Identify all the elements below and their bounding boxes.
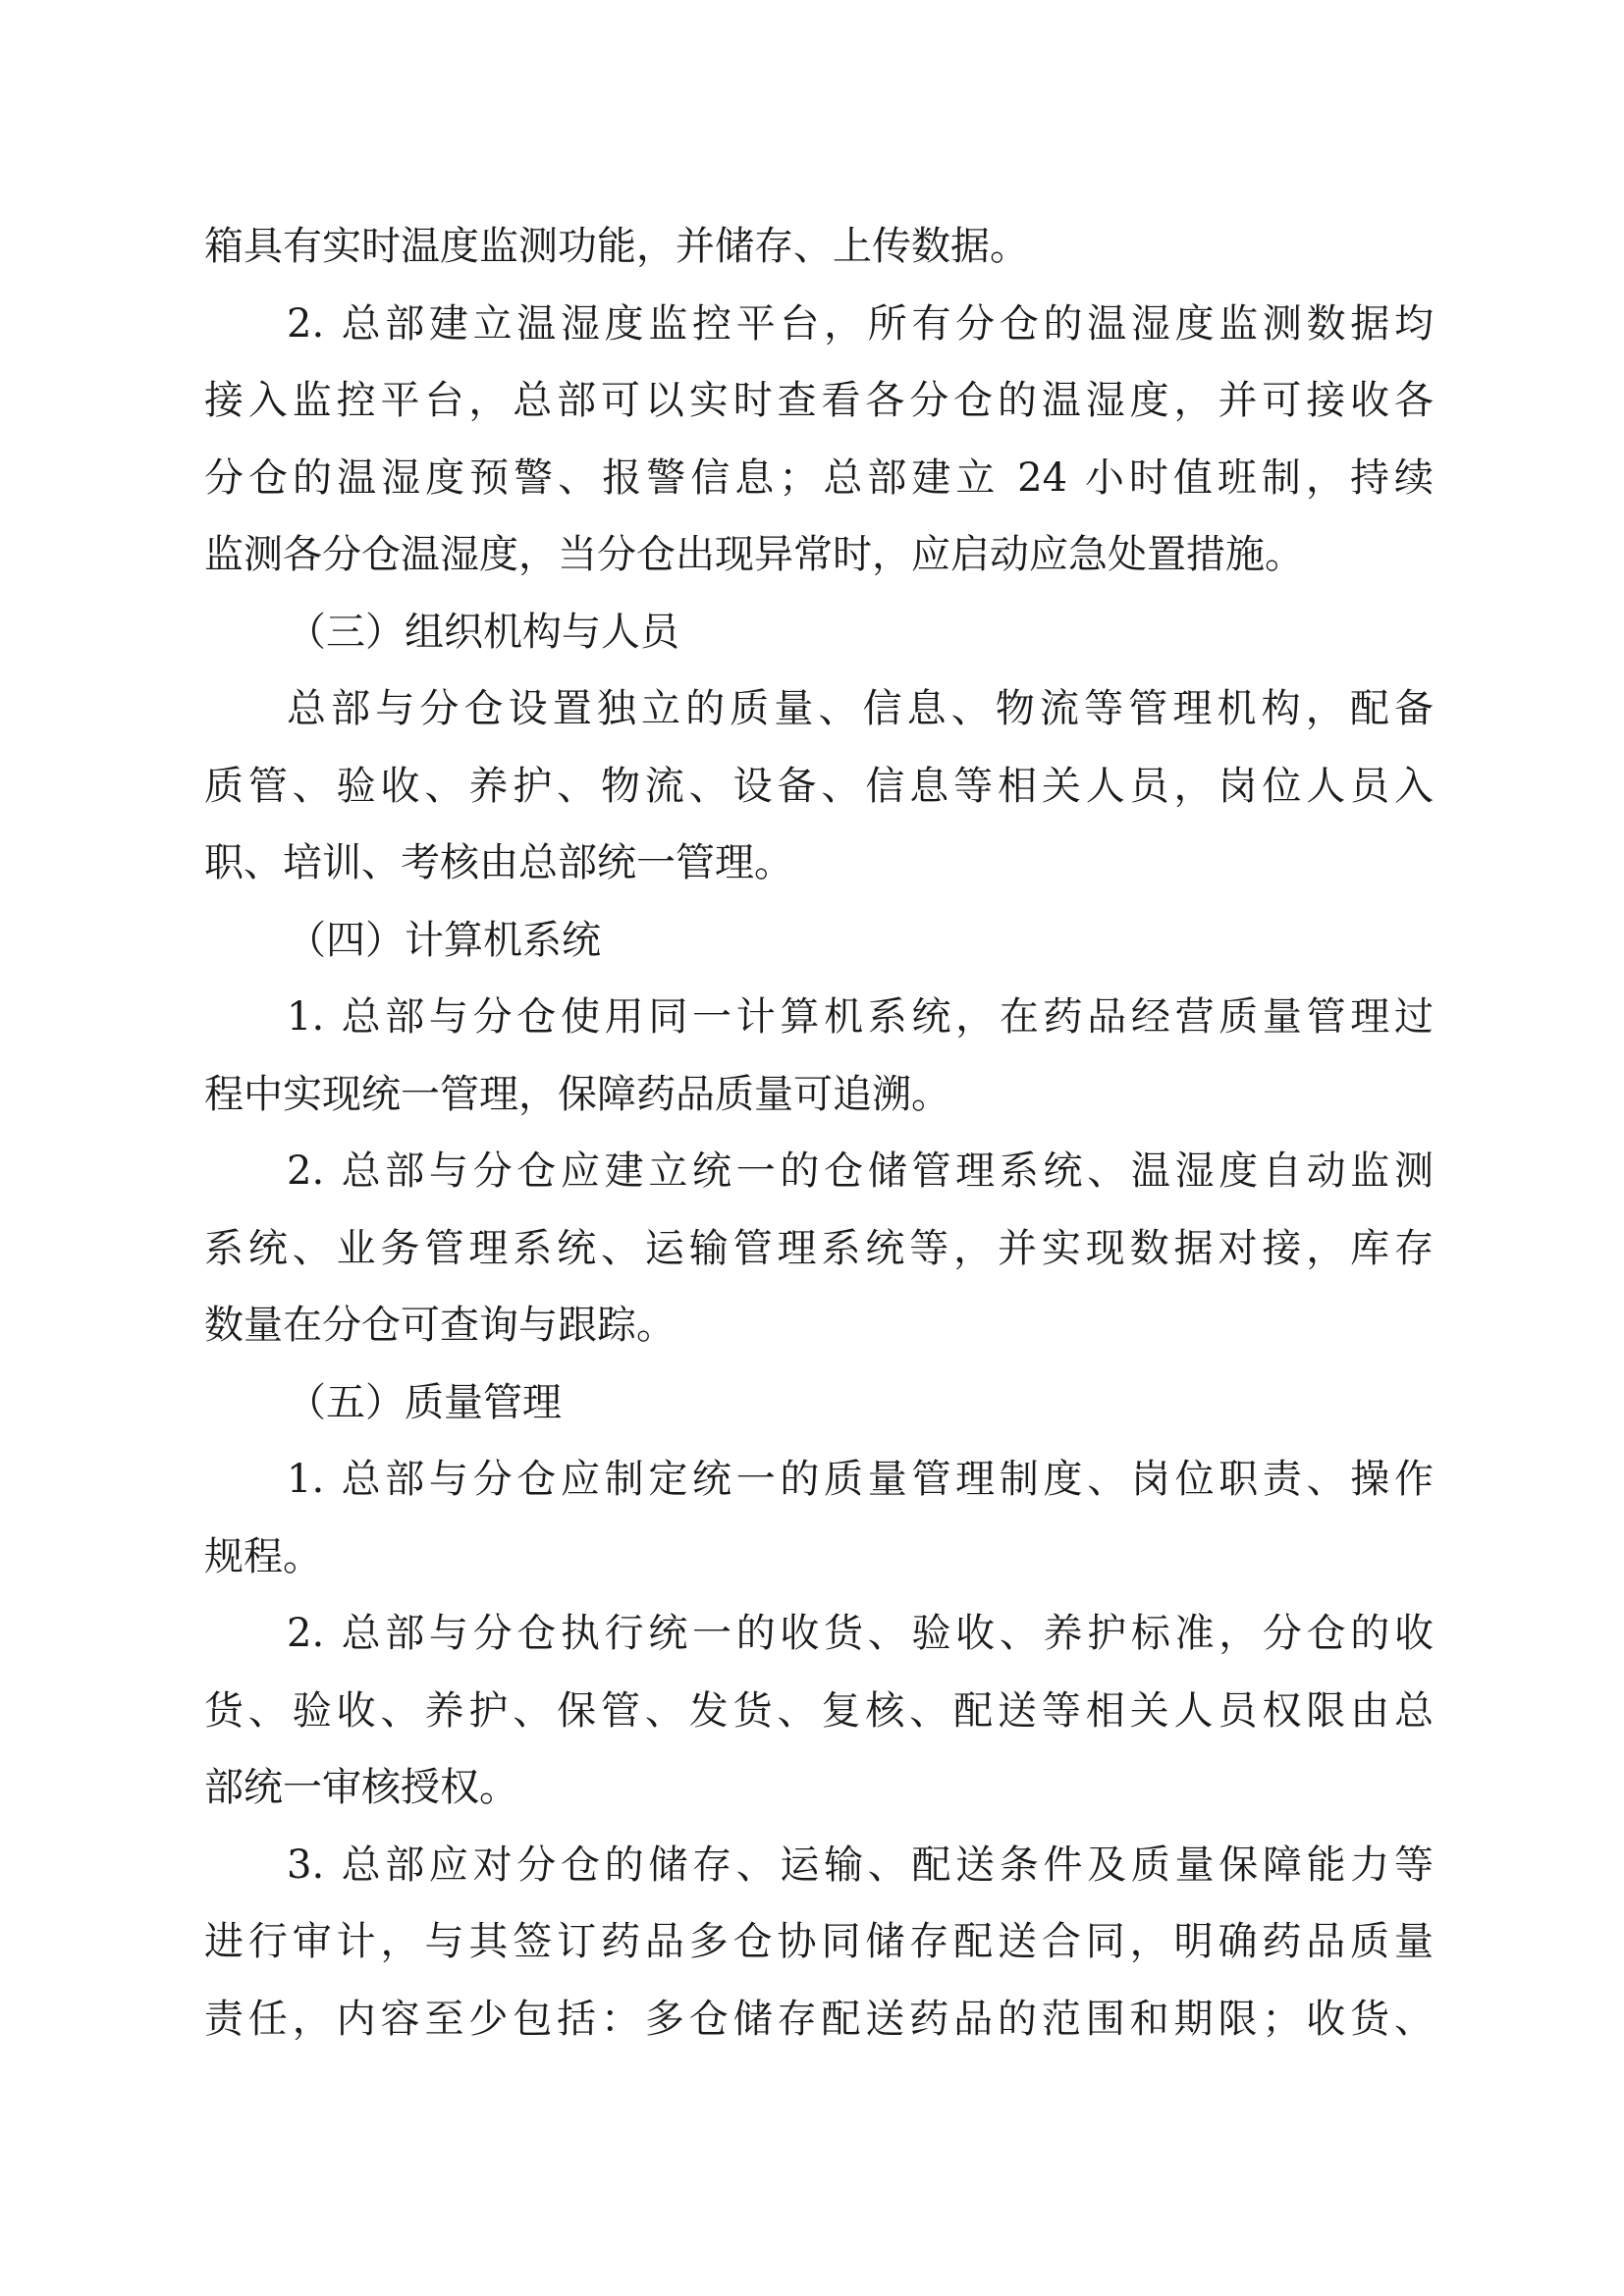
section-heading: （五）质量管理 <box>287 1379 562 1425</box>
section-heading: （四）计算机系统 <box>287 917 601 963</box>
paragraph-line: 1. 总部与分仓使用同一计算机系统，在药品经营质量管理过 <box>287 994 1434 1040</box>
paragraph-line: 部统一审核授权。 <box>204 1765 518 1810</box>
paragraph-line: 货、验收、养护、保管、发货、复核、配送等相关人员权限由总 <box>204 1687 1434 1734</box>
document-body <box>204 208 1434 2057</box>
paragraph-line: 进行审计，与其签订药品多仓协同储存配送合同，明确药品质量 <box>204 1919 1434 1964</box>
paragraph-line: 监测各分仓温湿度，当分仓出现异常时，应启动应急处置措施。 <box>204 532 1304 577</box>
paragraph-line: 3. 总部应对分仓的储存、运输、配送条件及质量保障能力等 <box>287 1842 1434 1888</box>
paragraph-line: 1. 总部与分仓应制定统一的质量管理制度、岗位职责、操作 <box>287 1457 1434 1502</box>
paragraph-line: 分仓的温湿度预警、报警信息；总部建立 24 小时值班制，持续 <box>204 454 1434 501</box>
paragraph-line: 箱具有实时温度监测功能，并储存、上传数据。 <box>204 224 1029 269</box>
paragraph-line: 2. 总部与分仓执行统一的收货、验收、养护标准，分仓的收 <box>287 1611 1434 1656</box>
paragraph-line: 质管、验收、养护、物流、设备、信息等相关人员，岗位人员入 <box>204 763 1434 809</box>
section-heading: （三）组织机构与人员 <box>287 609 679 655</box>
paragraph-line: 系统、业务管理系统、运输管理系统等，并实现数据对接，库存 <box>204 1225 1434 1271</box>
paragraph-line: 规程。 <box>204 1533 322 1579</box>
paragraph-line: 职、培训、考核由总部统一管理。 <box>204 840 793 885</box>
paragraph-line: 接入监控平台，总部可以实时查看各分仓的温湿度，并可接收各 <box>204 378 1434 423</box>
paragraph-line: 2. 总部建立温湿度监控平台，所有分仓的温湿度监测数据均 <box>287 300 1434 347</box>
paragraph-line: 程中实现统一管理，保障药品质量可追溯。 <box>204 1071 950 1117</box>
paragraph-line: 总部与分仓设置独立的质量、信息、物流等管理机构，配备 <box>287 686 1434 731</box>
paragraph-line: 数量在分仓可查询与跟踪。 <box>204 1303 676 1348</box>
paragraph-line: 责任，内容至少包括：多仓储存配送药品的范围和期限；收货、 <box>204 1996 1434 2042</box>
paragraph-line: 2. 总部与分仓应建立统一的仓储管理系统、温湿度自动监测 <box>287 1148 1434 1194</box>
